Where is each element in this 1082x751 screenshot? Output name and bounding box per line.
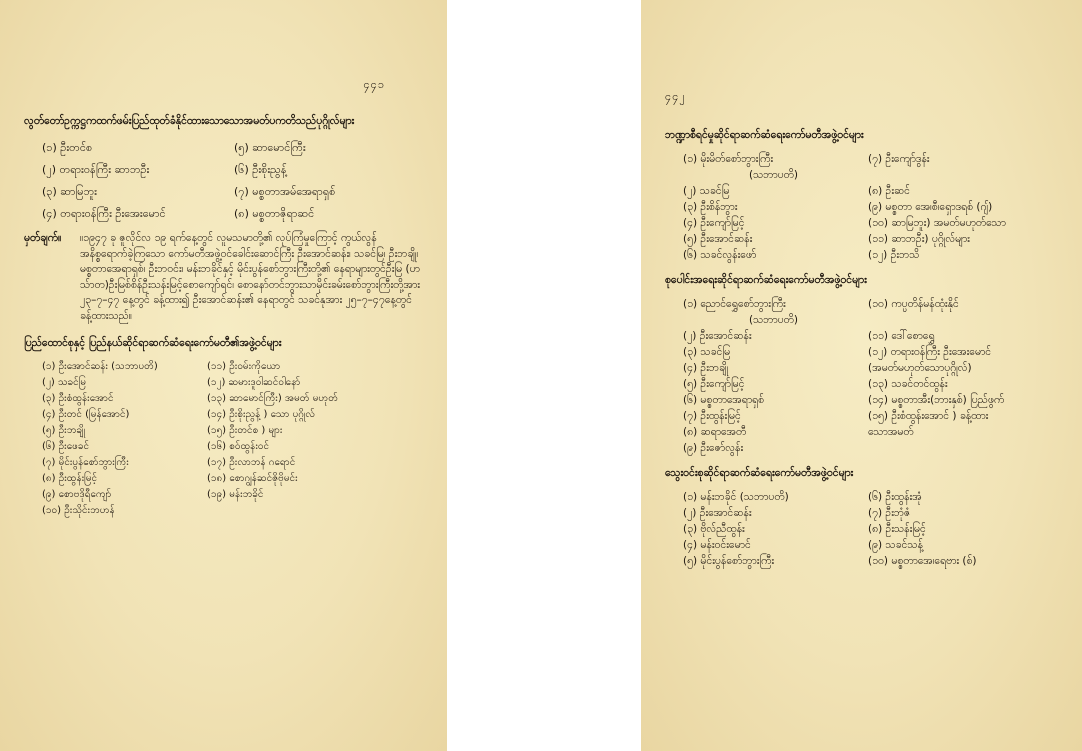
list-item: (၅) ဆာမောင်ကြီး	[234, 141, 306, 154]
list-item: (၈) ဦးထွန်းမြင့်	[42, 473, 98, 484]
list-item: (၁၂) ဦးဘသိ	[868, 249, 920, 261]
section-heading: သွေးဝင်းစုဆိုင်ရာဆက်ဆံရေးကော်မတီအဖွဲ့ဝင်များ	[665, 467, 854, 479]
list-item: (အမတ်မဟုတ်သောပုဂ္ဂိုလ်)	[868, 362, 972, 374]
list-item: (၃) ဦးစိန်ဘွား	[683, 201, 738, 213]
list-item: (၉) သခင်သန့်	[868, 539, 923, 551]
list-item: (၁၇) ဦးလာဘန် ဂရောင်	[207, 457, 296, 468]
list-item: (၈) ဦးသန်းမြင့်	[868, 523, 926, 535]
list-item: (၁၂) တရားဝန်ကြီး ဦးအေးမောင်	[868, 346, 992, 358]
list-item: (၇) မိုင်းပွန်စော်ဘွားကြီး	[42, 457, 129, 468]
list-item: (၈) မစ္စတာဇိုရာဆင်	[234, 207, 315, 220]
list-item: (၇) ဦးထွန်းမြင့်	[683, 410, 741, 422]
list-item: (၃) သခင်မြ	[683, 346, 731, 358]
list-item: (၁၉) မန်းဘခိုင်	[207, 489, 264, 500]
list-item: (၁၁) ဆာဘဦး) ပုဂ္ဂိုလ်များ	[868, 233, 970, 245]
note-label: မှတ်ချက်။	[24, 232, 62, 244]
list-item: (၁) မန်းဘခိုင် (သဘာပတိ)	[683, 491, 789, 503]
list-item	[868, 440, 1063, 456]
list-item: (၇) ဦးကျော်ဒွန်း	[868, 153, 930, 165]
list-item: (၄) ဦးတင် (မြန်အောင်)	[42, 409, 130, 420]
list-item: (၁၀) ကပ္ပတိန်မန်ထုံးနိုင်	[868, 298, 959, 310]
list-item: (၉) မစ္စတာ အေ၊စီ၊ရှောဒရစ် (ဂျ်)	[868, 201, 993, 213]
list-item: (၁၀) ဦးသိုင်းဘဟန်	[42, 505, 115, 516]
list-item	[868, 167, 1063, 183]
list-item: (၁၅) ဦးတင်စ ) များ	[207, 425, 283, 436]
member-list	[42, 137, 421, 225]
list-item: (၅) ဦးအောင်ဆန်း	[683, 233, 753, 245]
list-item: (၁၁) ဦးဝမ်းကိုယော	[207, 361, 281, 372]
list-item: (၅) မိုင်းပွန်စော်ဘွားကြီး	[683, 555, 775, 567]
list-item	[868, 312, 1063, 328]
section-heading: ပြည်ထောင်စုနှင့် ပြည်နယ်ဆိုင်ရာဆက်ဆံရေးကော်မတီ၏အဖွဲ့ဝင်များ	[24, 337, 282, 349]
section-heading: လွတ်တော်ဥက္ကဋ္ဌကထက်ဖမ်းပြည်ထုတ်ခံနိုင်ထားသောသောအမတ်ပကတိသည်ပုဂ္ဂိုလ်များ	[24, 115, 355, 127]
list-item: (၅) ဦးဘချို	[42, 425, 85, 436]
list-item: (၄) ဦးကျော်မြင့်	[683, 217, 745, 229]
list-item: (၁) ဦးတင်စ	[42, 141, 93, 154]
list-item: (၉) စောဗဒိုရီကျော်	[42, 489, 112, 500]
list-item: (၈) ဆရာအေတီ	[683, 426, 747, 438]
list-item: (၅) ဦးကျော်မြင့်	[683, 378, 745, 390]
left-page	[0, 0, 447, 751]
list-item: (၃) ဗိုလ်ညီထွန်း	[683, 523, 745, 535]
member-list	[42, 359, 421, 519]
list-item: သောအမတ်	[868, 426, 914, 438]
list-item: (၂) သခင်မြ	[683, 185, 730, 197]
list-item: (၉) ဦးဇော်လွန်း	[683, 442, 744, 454]
list-item: (သဘာပတိ)	[749, 314, 798, 326]
list-item: (၆) ဦးစိုးညွန့်	[234, 163, 287, 176]
section-heading: စုပေါင်းအရေးဆိုင်ရာဆက်ဆံရေးကော်မတီအဖွဲ့ဝင်များ	[665, 274, 867, 286]
list-item: (၂) သခင်မြ	[42, 377, 87, 388]
list-item: (၁၀) မစ္စတာအေ၊ရေဗား (စ်)	[868, 555, 977, 567]
right-page	[641, 0, 1082, 751]
list-item: (၄) ဦးဘချို	[683, 362, 729, 374]
list-item: (သဘာပတိ)	[749, 169, 798, 181]
list-item: (၁၅) ဦးစံထွန်းအောင် ) ခန့်ထား	[868, 410, 989, 422]
list-item: (၃) ဦးစံထွန်းအောင်	[42, 393, 114, 404]
list-item: (၁၂) ဆမားဒူဝါဆင်ဝါနော်	[207, 377, 301, 388]
list-item: (၆) ဦးထွန်းအုံ	[868, 491, 922, 503]
list-item: (၁၃) သခင်တင်ထွန်း	[868, 378, 948, 390]
member-list	[683, 151, 1060, 263]
list-item: (၁၄) ဦးစိုးညွန့် ) သော ပုဂ္ဂိုလ်	[207, 409, 315, 420]
list-item: (၂) ဦးအောင်ဆန်း	[683, 507, 752, 519]
page-number: ၄၄၂	[665, 90, 686, 103]
list-item: (၁၁) ဒေါ်စောရွှေ	[868, 330, 935, 342]
list-item: (၂) ဦးအောင်ဆန်း	[683, 330, 752, 342]
list-item: (၆) သခင်လွန်းဖော်	[683, 249, 757, 261]
note	[24, 231, 421, 324]
list-item: (၆) မစ္စတာအေရာရှစ်	[683, 394, 765, 406]
list-item: (၁၈) စောဂျွန်ဆင်ဇိုဗိုမင်း	[207, 473, 298, 484]
list-item: (၃) ဆာမြဘူး	[42, 185, 97, 198]
list-item: (၆) ဦးဖေခင်	[42, 441, 90, 452]
list-item: (၄) တရားဝန်ကြီး ဦးအေးမောင်	[42, 207, 166, 220]
list-item: (၁၃) ဆာမောင်ကြီး) အမတ် မဟုတ်	[207, 393, 338, 404]
list-item: (၄) မန်းဝင်းမောင်	[683, 539, 751, 551]
page-number: ၄၄၁	[363, 78, 385, 91]
member-list	[683, 489, 1060, 569]
section-heading: ဘဏ္ဍာစီရင်မှုဆိုင်ရာဆက်ဆံရေးကော်မတီအဖွဲ့ဝင်များ	[665, 129, 864, 141]
list-item: (၈) ဦးဆင်	[868, 185, 910, 197]
list-item	[207, 503, 407, 519]
list-item: (၁) ညောင်ရွှေစော်ဘွားကြီး	[683, 298, 786, 310]
list-item: (၂) တရားဝန်ကြီး ဆာဘဦး	[42, 163, 150, 176]
list-item: (၇) မစ္စတာအမ်အေရာရှစ်	[234, 185, 336, 198]
list-item: (၁၀) ဆာမြဘူး) အမတ်မဟုတ်သော	[868, 217, 1006, 229]
note-text: ။၁၉၄၇ ခု ဇူလိုင်လ ၁၉ ရက်နေ့တွင် လူမသမာတို့၏ လုပ်ကြံမှုကြောင့် ကွယ်လွန်အနိစ္စရောက်ခဲ့ကြသော ကော်မတီအဖွဲ့ဝင်ခေါင်းဆောင်ကြီး ဦးအောင်ဆန်း၊ သခင်မြ၊ ဦးဘချို၊ မစ္စတာအေရာရှစ်၊ ဦးဘဝင်း၊ မန်းဘခိုင်နှင့် မိုင်းပွန်စော်ဘွားကြီးတို့၏ နေရာများတွင်ဦးမြ (ဟသ်ာတ)ဦးမြစ်စိန်ဦးသန်းမြင့်စောကျော်ရင်၊ စောနော်တင်ဘွားသာမိုင်းခမ်းစော်ဘွားကြီးတို့အား ၂၃–၇–၄၇ နေ့တွင် ခန့်ထား၍ ဦးအောင်ဆန်း၏ နေရာတွင် သခင်နုအား ၂၅–၇–၄၇နေ့တွင် ခန့်ထားသည်။	[80, 232, 420, 322]
list-item: (၁၄) မစ္စတာအီး(ဘားနှစ်) ပြည်ဖွက်	[868, 394, 1005, 406]
list-item: (၁) ဦးအောင်ဆန်း (သဘာပတိ)	[42, 361, 158, 372]
list-item: (၁၆) စဝ်ထွန်းဝင်	[207, 441, 270, 452]
list-item: (၇) ဦးဘုံဇံ	[868, 507, 911, 519]
list-item: (၁) မိုးမိတ်စော်ဘွားကြီး	[683, 153, 774, 165]
member-list	[683, 296, 1060, 456]
